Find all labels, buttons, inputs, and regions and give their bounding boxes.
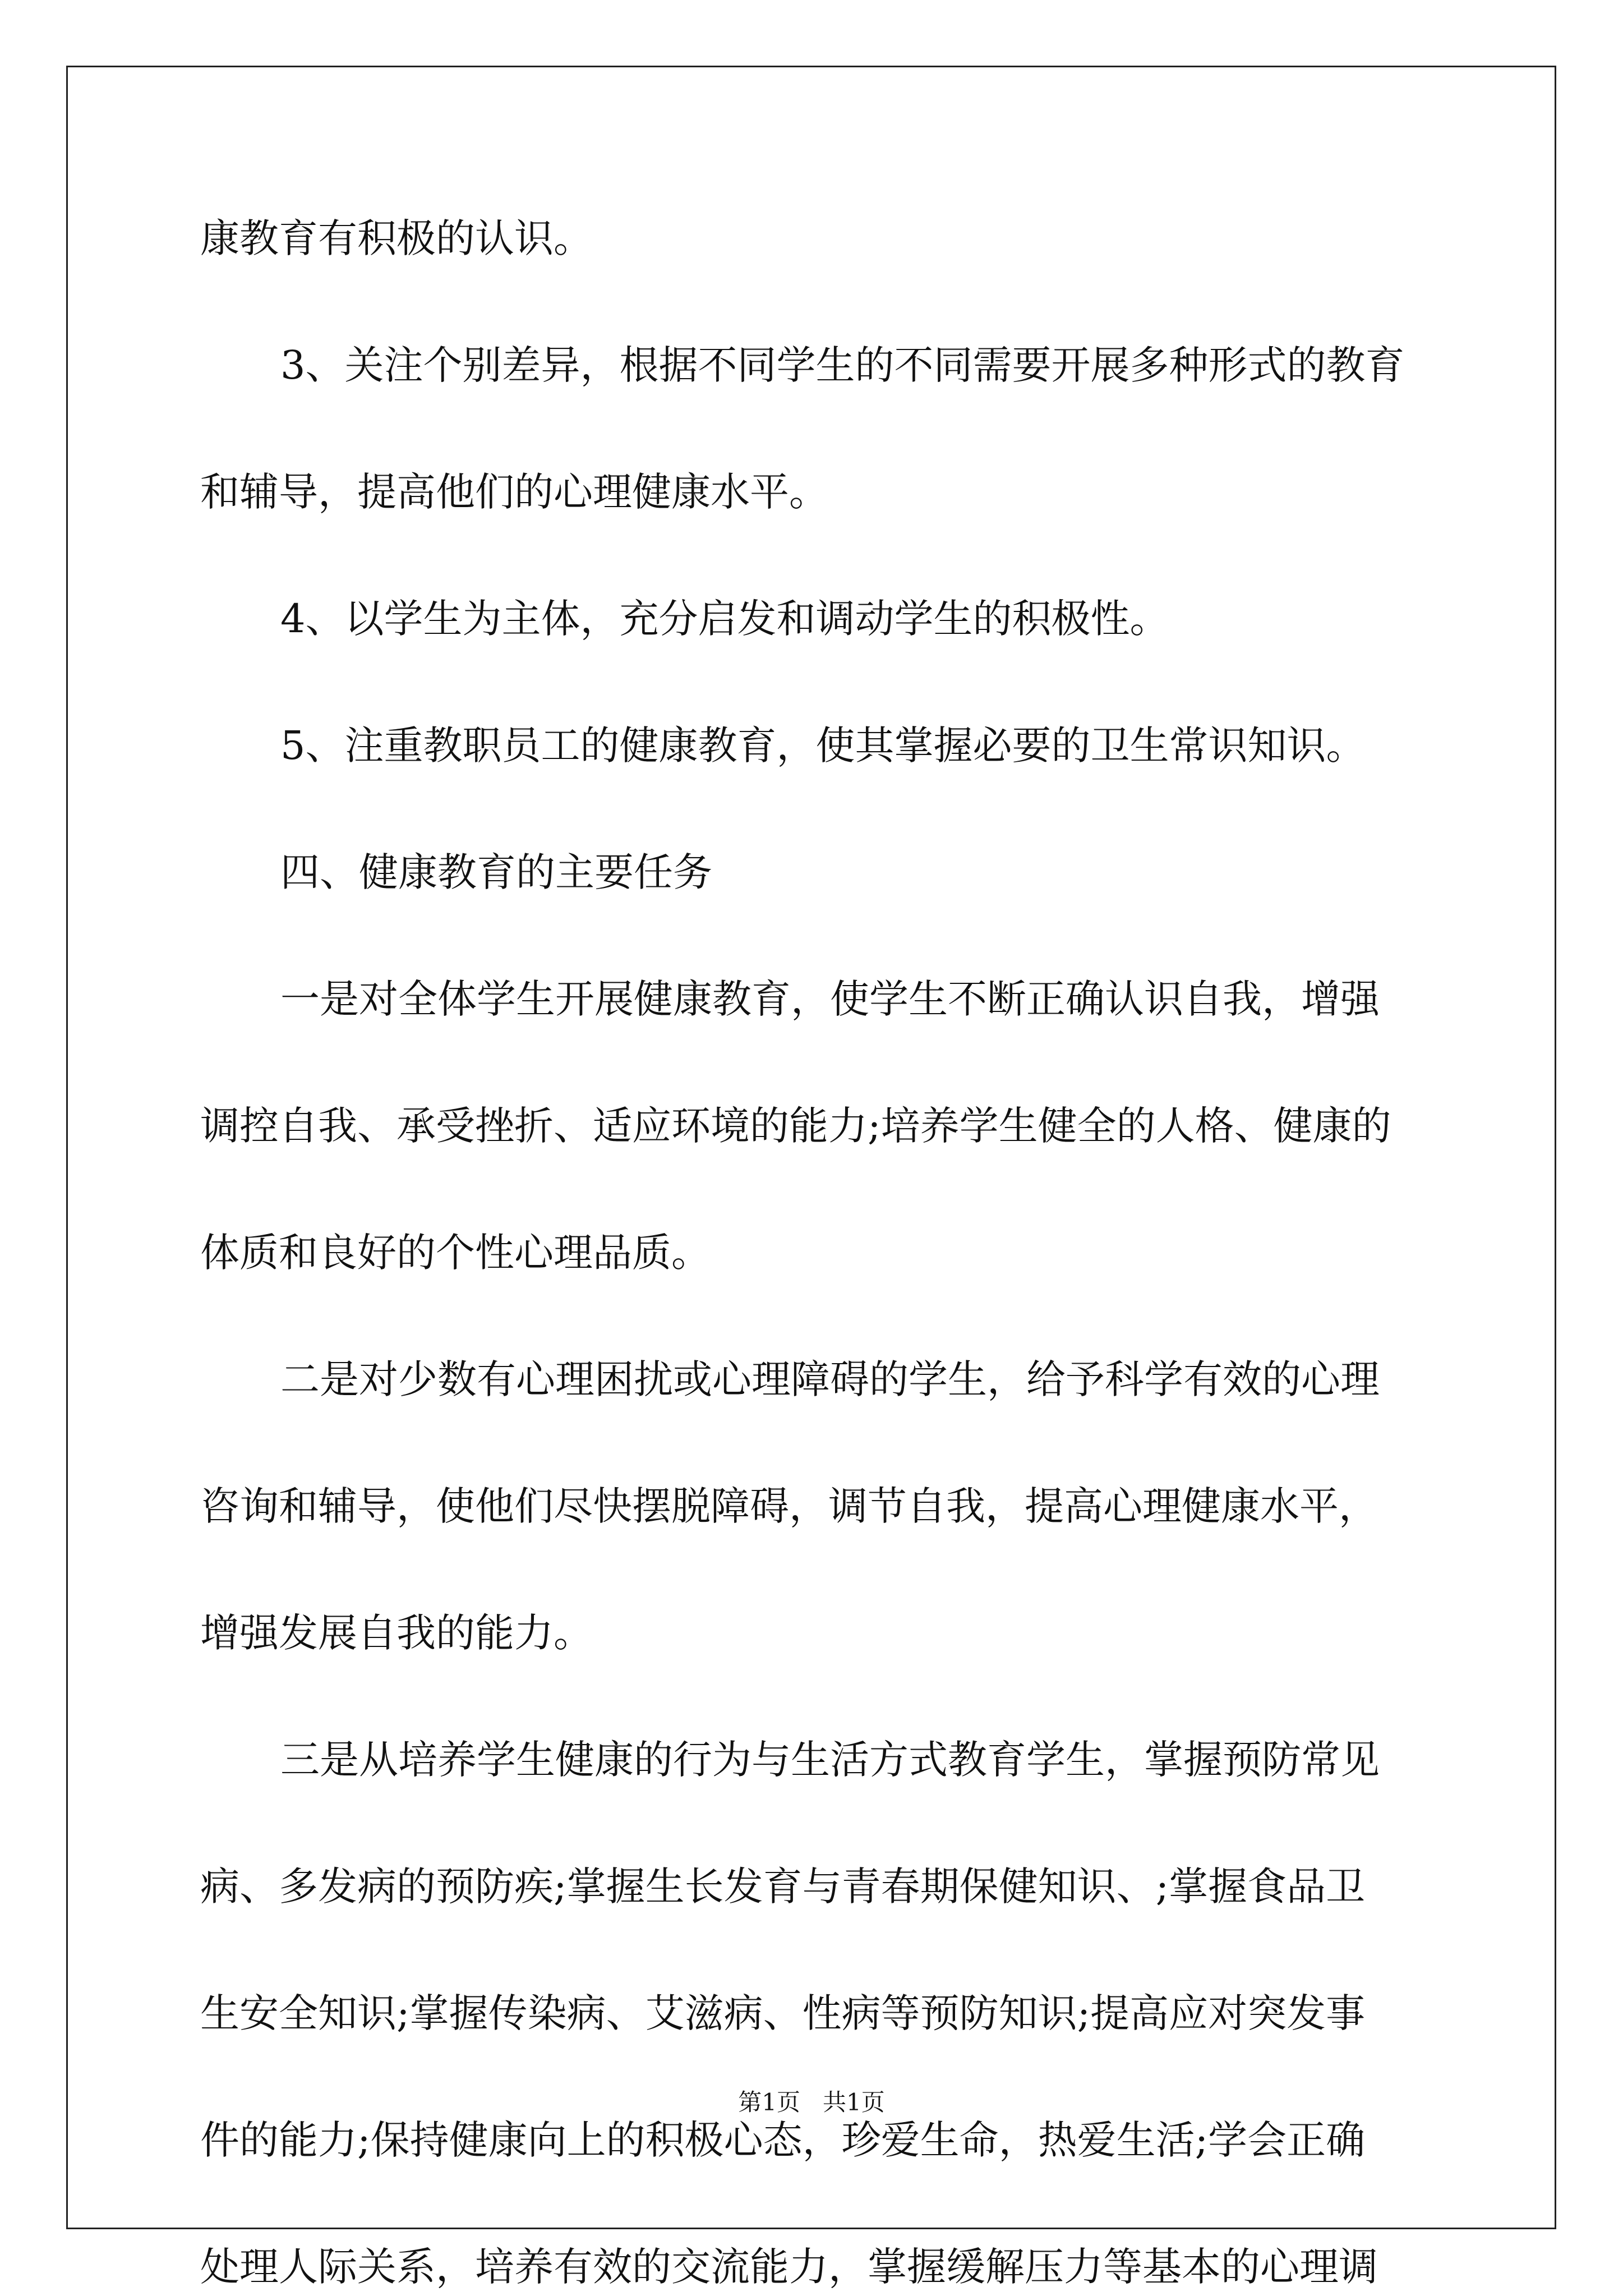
- page-footer: [0, 2086, 1623, 2119]
- page-count: 共1页: [823, 2088, 885, 2116]
- text-line: 增强发展自我的能力。: [200, 1610, 593, 1656]
- text-line: 体质和良好的个性心理品质。: [200, 1230, 711, 1276]
- section-heading: 四、健康教育的主要任务: [280, 849, 712, 895]
- text-line: 5、注重教职员工的健康教育，使其掌握必要的卫生常识知识。: [280, 723, 1366, 769]
- text-line: 4、以学生为主体，充分启发和调动学生的积极性。: [280, 596, 1169, 642]
- text-line: 一是对全体学生开展健康教育，使学生不断正确认识自我，增强: [280, 976, 1380, 1022]
- text-line: 调控自我、承受挫折、适应环境的能力;培养学生健全的人格、健康的: [200, 1103, 1391, 1149]
- text-line: 康教育有积极的认识。: [200, 215, 593, 261]
- text-line: 3、关注个别差异，根据不同学生的不同需要开展多种形式的教育: [280, 342, 1405, 388]
- text-line: 件的能力;保持健康向上的积极心态，珍爱生命，热爱生活;学会正确: [200, 2117, 1366, 2163]
- text-line: 二是对少数有心理困扰或心理障碍的学生，给予科学有效的心理: [280, 1356, 1380, 1402]
- text-line: 咨询和辅导，使他们尽快摆脱障碍，调节自我，提高心理健康水平，: [200, 1483, 1378, 1529]
- text-line: 三是从培养学生健康的行为与生活方式教育学生，掌握预防常见: [280, 1737, 1380, 1783]
- text-line: 病、多发病的预防疾;掌握生长发育与青春期保健知识、;掌握食品卫: [200, 1864, 1366, 1910]
- page-number: 第1页: [738, 2088, 800, 2116]
- text-line: 和辅导，提高他们的心理健康水平。: [200, 469, 828, 515]
- text-line: 处理人际关系，培养有效的交流能力，掌握缓解压力等基本的心理调: [200, 2244, 1378, 2290]
- text-line: 生安全知识;掌握传染病、艾滋病、性病等预防知识;提高应对突发事: [200, 1990, 1366, 2036]
